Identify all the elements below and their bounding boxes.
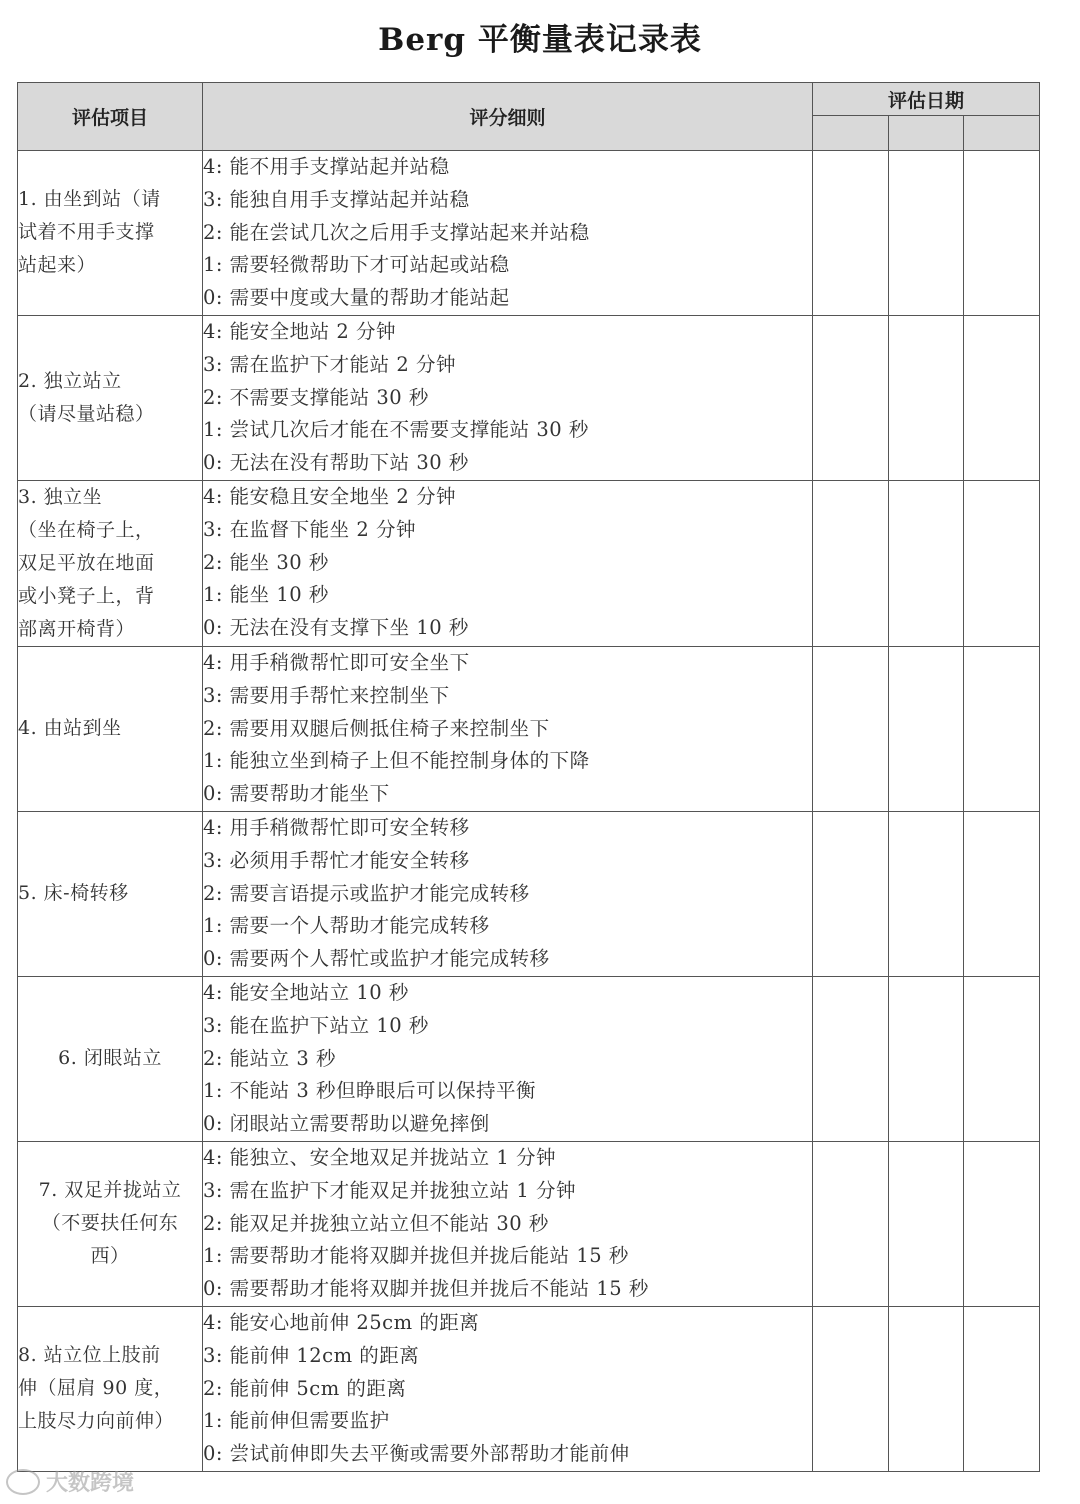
score-cell[interactable]: [889, 1306, 964, 1471]
criteria-line: 1: 能前伸但需要监护: [203, 1409, 390, 1433]
score-cell[interactable]: [964, 151, 1040, 316]
score-cell[interactable]: [964, 976, 1040, 1141]
criteria-line: 3: 必须用手帮忙才能安全转移: [203, 848, 470, 872]
scoring-criteria: [203, 811, 813, 976]
table-row: [18, 480, 1040, 646]
score-cell[interactable]: [813, 646, 889, 811]
table-row: [18, 315, 1040, 480]
date-column-2: [889, 116, 964, 151]
criteria-line: 1: 能坐 10 秒: [203, 583, 329, 607]
watermark-text: 大数跨境: [46, 1471, 135, 1496]
criteria-line: 1: 不能站 3 秒但睁眼后可以保持平衡: [203, 1079, 536, 1103]
criteria-line: 4: 能安全地站 2 分钟: [203, 319, 396, 343]
item-name-line: 伸（屈肩 90 度，: [18, 1377, 174, 1400]
item-name-line: 4. 由站到坐: [18, 717, 122, 740]
criteria-line: 4: 能独立、安全地双足并拢站立 1 分钟: [203, 1145, 556, 1169]
criteria-line: 4: 能不用手支撑站起并站稳: [203, 155, 450, 178]
item-name-line: 2. 独立站立: [18, 369, 122, 392]
scoring-criteria: [203, 646, 813, 811]
item-name-line: 部离开椅背）: [18, 617, 136, 640]
assessment-item: [18, 315, 203, 480]
score-cell[interactable]: [889, 151, 964, 316]
table-row: [18, 151, 1040, 316]
item-name-line: 双足平放在地面: [18, 551, 155, 574]
criteria-line: 3: 需要用手帮忙来控制坐下: [203, 683, 450, 707]
score-cell[interactable]: [813, 1141, 889, 1306]
criteria-line: 3: 需在监护下才能站 2 分钟: [203, 352, 456, 376]
score-cell[interactable]: [964, 1306, 1040, 1471]
date-column-1: [813, 116, 889, 151]
page-title: Berg 平衡量表记录表: [378, 22, 702, 58]
criteria-line: 3: 在监督下能坐 2 分钟: [203, 517, 416, 541]
criteria-line: 1: 需要一个人帮助才能完成转移: [203, 914, 490, 938]
item-name-line: （请尽量站稳）: [18, 402, 155, 425]
criteria-line: 2: 能双足并拢独立站立但不能站 30 秒: [203, 1211, 549, 1235]
criteria-line: 4: 能安全地站立 10 秒: [203, 980, 409, 1004]
assessment-item: [18, 1306, 203, 1471]
criteria-line: 4: 用手稍微帮忙即可安全转移: [203, 815, 470, 839]
criteria-line: 0: 需要帮助才能坐下: [203, 782, 390, 806]
score-cell[interactable]: [964, 646, 1040, 811]
criteria-line: 3: 能前伸 12cm 的距离: [203, 1343, 420, 1367]
assessment-item: [18, 646, 203, 811]
score-cell[interactable]: [964, 315, 1040, 480]
berg-balance-table: [17, 82, 1040, 1472]
item-name-line: （坐在椅子上，: [18, 518, 155, 541]
table-row: [18, 811, 1040, 976]
header-criteria: 评分细则: [203, 83, 813, 151]
criteria-line: 3: 能在监护下站立 10 秒: [203, 1013, 429, 1037]
watermark: [6, 1466, 134, 1497]
criteria-line: 3: 能独自用手支撑站起并站稳: [203, 187, 470, 211]
score-cell[interactable]: [813, 1306, 889, 1471]
assessment-item: [18, 480, 203, 646]
score-cell[interactable]: [889, 976, 964, 1141]
score-cell[interactable]: [889, 315, 964, 480]
score-cell[interactable]: [889, 1141, 964, 1306]
item-name-line: 5. 床-椅转移: [18, 882, 129, 905]
item-name-line: 上肢尽力向前伸）: [18, 1410, 175, 1433]
criteria-line: 0: 无法在没有支撑下坐 10 秒: [203, 616, 469, 640]
scoring-criteria: [203, 151, 813, 316]
item-name-line: 或小凳子上，背: [18, 584, 155, 607]
criteria-line: 4: 能安稳且安全地坐 2 分钟: [203, 484, 456, 508]
score-cell[interactable]: [813, 151, 889, 316]
criteria-line: 2: 能坐 30 秒: [203, 550, 329, 574]
item-name-line: 西）: [90, 1245, 130, 1268]
criteria-line: 1: 需要轻微帮助下才可站起或站稳: [203, 253, 510, 277]
criteria-line: 1: 能独立坐到椅子上但不能控制身体的下降: [203, 749, 590, 773]
table-row: [18, 1141, 1040, 1306]
scoring-criteria: [203, 976, 813, 1141]
criteria-line: 3: 需在监护下才能双足并拢独立站 1 分钟: [203, 1178, 576, 1202]
criteria-line: 4: 能安心地前伸 25cm 的距离: [203, 1310, 480, 1334]
score-cell[interactable]: [889, 480, 964, 646]
item-name-line: 1. 由坐到站（请: [18, 188, 161, 211]
score-cell[interactable]: [813, 811, 889, 976]
watermark-logo-icon: [6, 1469, 40, 1495]
assessment-item: [18, 976, 203, 1141]
header-date: 评估日期: [813, 83, 1040, 116]
header-item: 评估项目: [18, 83, 203, 151]
item-name-line: 站起来）: [18, 254, 97, 277]
scoring-criteria: [203, 315, 813, 480]
date-column-3: [964, 116, 1040, 151]
criteria-line: 2: 需要言语提示或监护才能完成转移: [203, 881, 530, 905]
scoring-criteria: [203, 1141, 813, 1306]
score-cell[interactable]: [964, 480, 1040, 646]
assessment-item: [18, 811, 203, 976]
score-cell[interactable]: [813, 315, 889, 480]
table-row: [18, 646, 1040, 811]
assessment-item: [18, 151, 203, 316]
score-cell[interactable]: [889, 646, 964, 811]
criteria-line: 0: 闭眼站立需要帮助以避免摔倒: [203, 1112, 490, 1136]
criteria-line: 0: 需要帮助才能将双脚并拢但并拢后不能站 15 秒: [203, 1277, 649, 1301]
criteria-line: 2: 需要用双腿后侧抵住椅子来控制坐下: [203, 716, 550, 740]
table-row: [18, 1306, 1040, 1471]
assessment-item: [18, 1141, 203, 1306]
criteria-line: 0: 需要中度或大量的帮助才能站起: [203, 286, 510, 310]
criteria-line: 0: 无法在没有帮助下站 30 秒: [203, 451, 469, 475]
criteria-line: 0: 尝试前伸即失去平衡或需要外部帮助才能前伸: [203, 1442, 630, 1466]
item-name-line: 8. 站立位上肢前: [18, 1344, 161, 1367]
scoring-criteria: [203, 1306, 813, 1471]
score-cell[interactable]: [964, 811, 1040, 976]
score-cell[interactable]: [813, 480, 889, 646]
criteria-line: 1: 尝试几次后才能在不需要支撑能站 30 秒: [203, 418, 589, 442]
score-cell[interactable]: [889, 811, 964, 976]
criteria-line: 2: 不需要支撑能站 30 秒: [203, 385, 429, 409]
criteria-line: 4: 用手稍微帮忙即可安全坐下: [203, 650, 470, 674]
item-name-line: （不要扶任何东: [41, 1212, 179, 1235]
criteria-line: 2: 能站立 3 秒: [203, 1046, 336, 1070]
criteria-line: 2: 能前伸 5cm 的距离: [203, 1376, 407, 1400]
table-row: [18, 976, 1040, 1141]
criteria-line: 1: 需要帮助才能将双脚并拢但并拢后能站 15 秒: [203, 1244, 629, 1268]
score-cell[interactable]: [813, 976, 889, 1141]
item-name-line: 试着不用手支撑: [18, 221, 155, 244]
item-name-line: 3. 独立坐: [18, 485, 103, 508]
scoring-criteria: [203, 480, 813, 646]
item-name-line: 7. 双足并拢站立: [38, 1179, 182, 1202]
score-cell[interactable]: [964, 1141, 1040, 1306]
criteria-line: 0: 需要两个人帮忙或监护才能完成转移: [203, 947, 550, 971]
criteria-line: 2: 能在尝试几次之后用手支撑站起来并站稳: [203, 220, 590, 244]
item-name-line: 6. 闭眼站立: [58, 1047, 162, 1070]
